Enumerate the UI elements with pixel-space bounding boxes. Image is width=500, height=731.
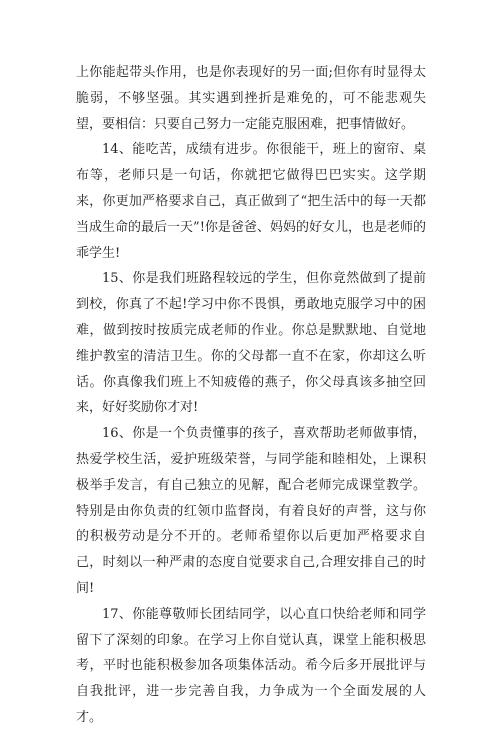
paragraph-item-17: 17、你能尊敬师长团结同学，以心直口快给老师和同学留下了深刻的印象。在学习上你自觉认真，课堂上能积极思考，平时也能积极参加各项集体活动。希今后多开展批评与自我批评，进一步完善自我，力争成为一个全面发展的人才。: [76, 606, 426, 725]
paragraph-item-16: 16、你是一个负责懂事的孩子，喜欢帮助老师做事情，热爱学校生活，爱护班级荣誉，与同学能和睦相处，上课积极举手发言，有自己独立的见解，配合老师完成课堂教学。特别是由你负责的红领巾监督岗，有着良好的声誉，这与你的积极劳动是分不开的。老师希望你以后更加严格要求自己，时刻以一种严肃的态度自觉要求自己,合理安排自己的时间!: [76, 426, 426, 596]
paragraph-item-14: 14、能吃苦，成绩有进步。你很能干，班上的窗帘、桌布等，老师只是一句话，你就把它做得巴巴实实。这学期来，你更加严格要求自己，真正做到了“把生活中的每一天都当成生命的最后一天”!你是爸爸、妈妈的好女儿，也是老师的乖学生!: [76, 142, 426, 261]
paragraph-item-15: 15、你是我们班路程较远的学生，但你竟然做到了提前到校，你真了不起!学习中你不畏惧，勇敢地克服学习中的困难，做到按时按质完成老师的作业。你总是默默地、自觉地维护教室的清洁卫生。你的父母都一直不在家，你却这么听话。你真像我们班上不知疲倦的燕子，你父母真该多抽空回来，好好奖励你才对!: [76, 271, 426, 416]
document-page: [76, 60, 426, 731]
paragraph-continuation: 上你能起带头作用，也是你表现好的另一面;但你有时显得太脆弱，不够坚强。其实遇到挫折是难免的，可不能悲观失望，要相信：只要自己努力一定能克服困难，把事情做好。: [76, 65, 426, 132]
